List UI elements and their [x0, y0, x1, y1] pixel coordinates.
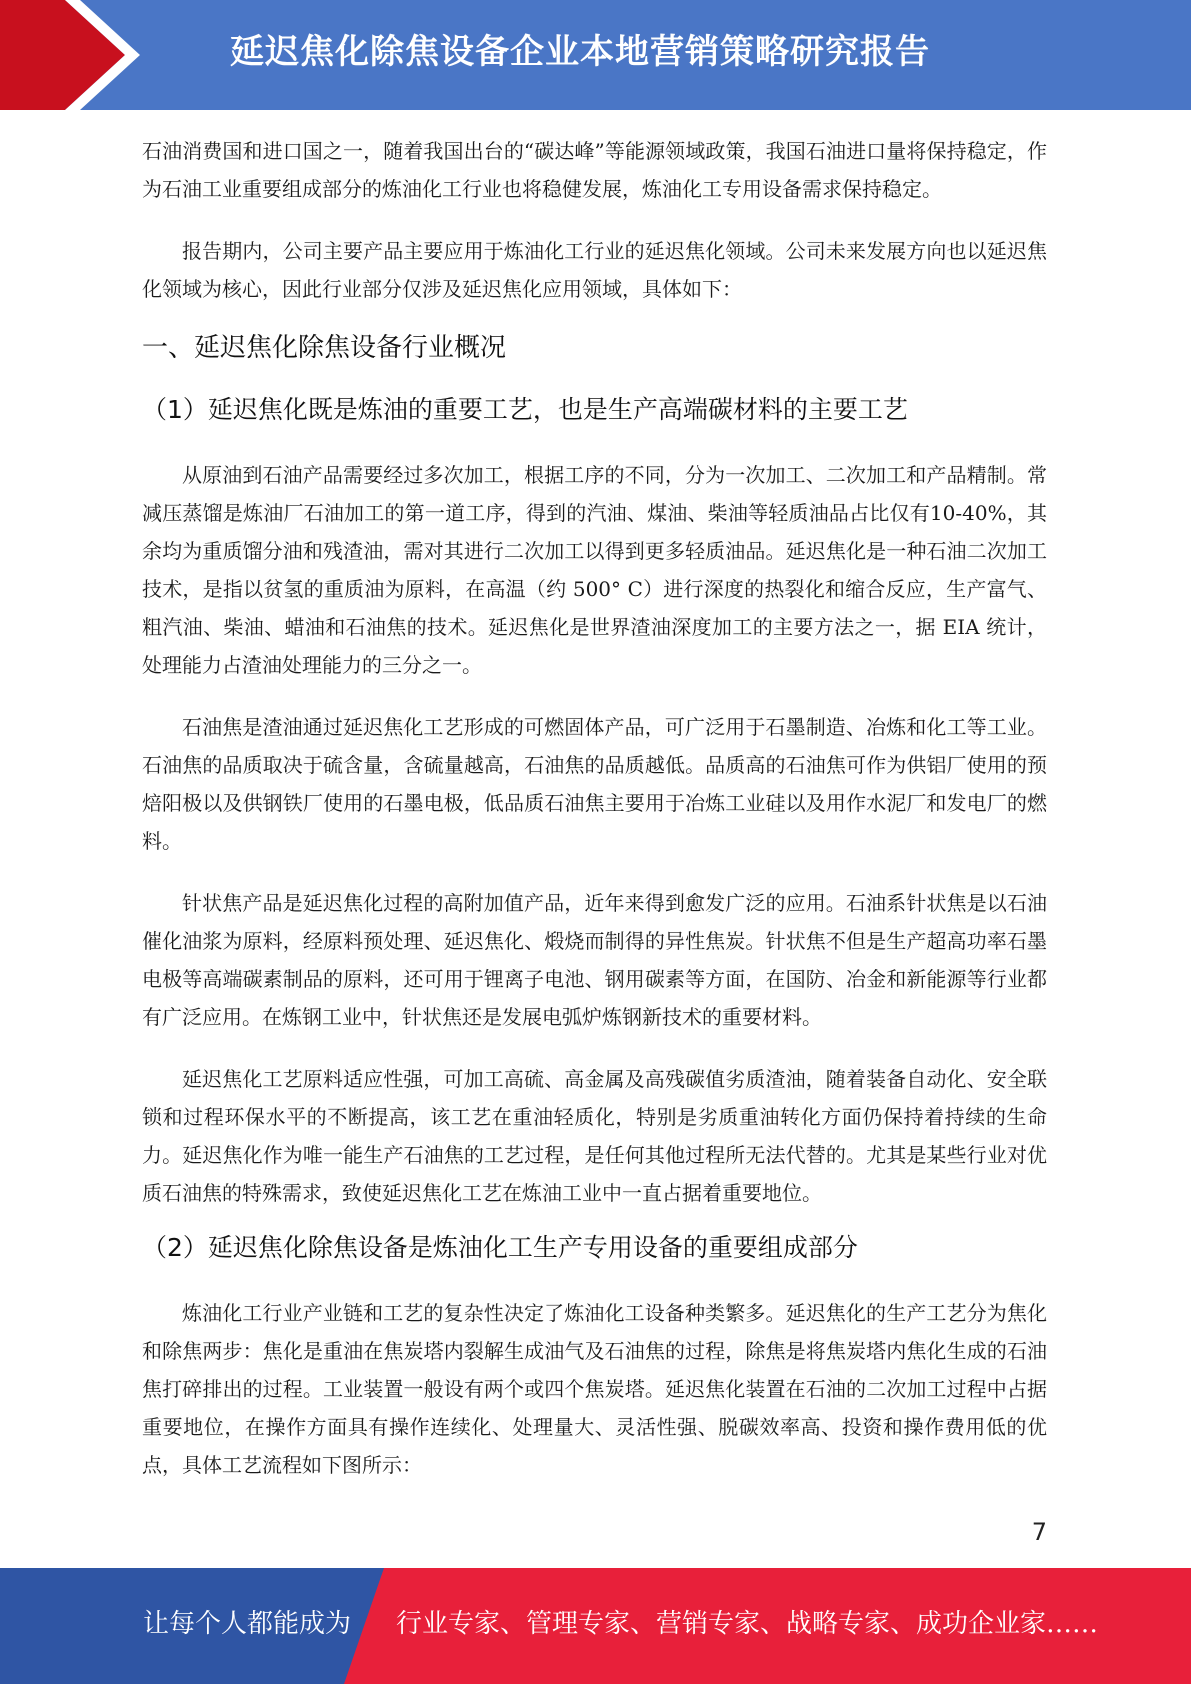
page-title: 延迟焦化除焦设备企业本地营销策略研究报告 [230, 32, 930, 72]
paragraph-7: 炼油化工行业产业链和工艺的复杂性决定了炼油化工设备种类繁多。延迟焦化的生产工艺分为焦化和除焦两步：焦化是重油在焦炭塔内裂解生成油气及石油焦的过程，除焦是将焦炭塔内焦化生成的石油焦打碎排出的过程。工业装置一般设有两个或四个焦炭塔。延迟焦化装置在石油的二次加工过程中占据重要地位，在操作方面具有操作连续化、处理量大、灵活性强、脱碳效率高、投资和操作费用低的优点，具体工艺流程如下图所示： [142, 1301, 1047, 1477]
footer-slogan-right: 行业专家、管理专家、营销专家、战略专家、成功企业家…… [396, 1609, 1099, 1639]
page-footer [0, 1568, 1191, 1684]
page-header [0, 0, 1191, 110]
paragraph-3: 从原油到石油产品需要经过多次加工，根据工序的不同，分为一次加工、二次加工和产品精制。常减压蒸馏是炼油厂石油加工的第一道工序，得到的汽油、煤油、柴油等轻质油品占比仅有10-40%，其余均为重质馏分油和残渣油，需对其进行二次加工以得到更多轻质油品。延迟焦化是一种石油二次加工技术，是指以贫氢的重质油为原料，在高温（约 500° C）进行深度的热裂化和缩合反应，生产富气、粗汽油、柴油、蜡油和石油焦的技术。延迟焦化是世界渣油深度加工的主要方法之一，据 EIA 统计，处理能力占渣油处理能力的三分之一。 [142, 463, 1047, 677]
footer-slogan-left: 让每个人都能成为 [143, 1609, 352, 1639]
page-number: 7 [1031, 1518, 1047, 1546]
paragraph-6: 延迟焦化工艺原料适应性强，可加工高硫、高金属及高残碳值劣质渣油，随着装备自动化、安全联锁和过程环保水平的不断提高，该工艺在重油轻质化，特别是劣质重油转化方面仍保持着持续的生命力。延迟焦化作为唯一能生产石油焦的工艺过程，是任何其他过程所无法代替的。尤其是某些行业对优质石油焦的特殊需求，致使延迟焦化工艺在炼油工业中一直占据着重要地位。 [142, 1067, 1047, 1205]
paragraph-2: 报告期内，公司主要产品主要应用于炼油化工行业的延迟焦化领域。公司未来发展方向也以延迟焦化领域为核心，因此行业部分仅涉及延迟焦化应用领域，具体如下： [142, 239, 1047, 301]
section-heading: 一、延迟焦化除焦设备行业概况 [142, 333, 507, 363]
paragraph-4: 石油焦是渣油通过延迟焦化工艺形成的可燃固体产品，可广泛用于石墨制造、冶炼和化工等工业。石油焦的品质取决于硫含量，含硫量越高，石油焦的品质越低。品质高的石油焦可作为供铝厂使用的预焙阳极以及供钢铁厂使用的石墨电极，低品质石油焦主要用于冶炼工业硅以及用作水泥厂和发电厂的燃料。 [142, 715, 1047, 853]
report-body [142, 132, 1047, 1484]
subsection-heading-2: （2）延迟焦化除焦设备是炼油化工生产专用设备的重要组成部分 [142, 1233, 858, 1262]
paragraph-5: 针状焦产品是延迟焦化过程的高附加值产品，近年来得到愈发广泛的应用。石油系针状焦是以石油催化油浆为原料，经原料预处理、延迟焦化、煅烧而制得的异性焦炭。针状焦不但是生产超高功率石墨电极等高端碳素制品的原料，还可用于锂离子电池、钢用碳素等方面，在国防、冶金和新能源等行业都有广泛应用。在炼钢工业中，针状焦还是发展电弧炉炼钢新技术的重要材料。 [142, 891, 1047, 1029]
paragraph-1: 石油消费国和进口国之一，随着我国出台的“碳达峰”等能源领域政策，我国石油进口量将保持稳定，作为石油工业重要组成部分的炼油化工行业也将稳健发展，炼油化工专用设备需求保持稳定。 [142, 139, 1047, 201]
subsection-heading-1: （1）延迟焦化既是炼油的重要工艺，也是生产高端碳材料的主要工艺 [142, 395, 908, 424]
red-chevron-decoration [0, 0, 150, 110]
